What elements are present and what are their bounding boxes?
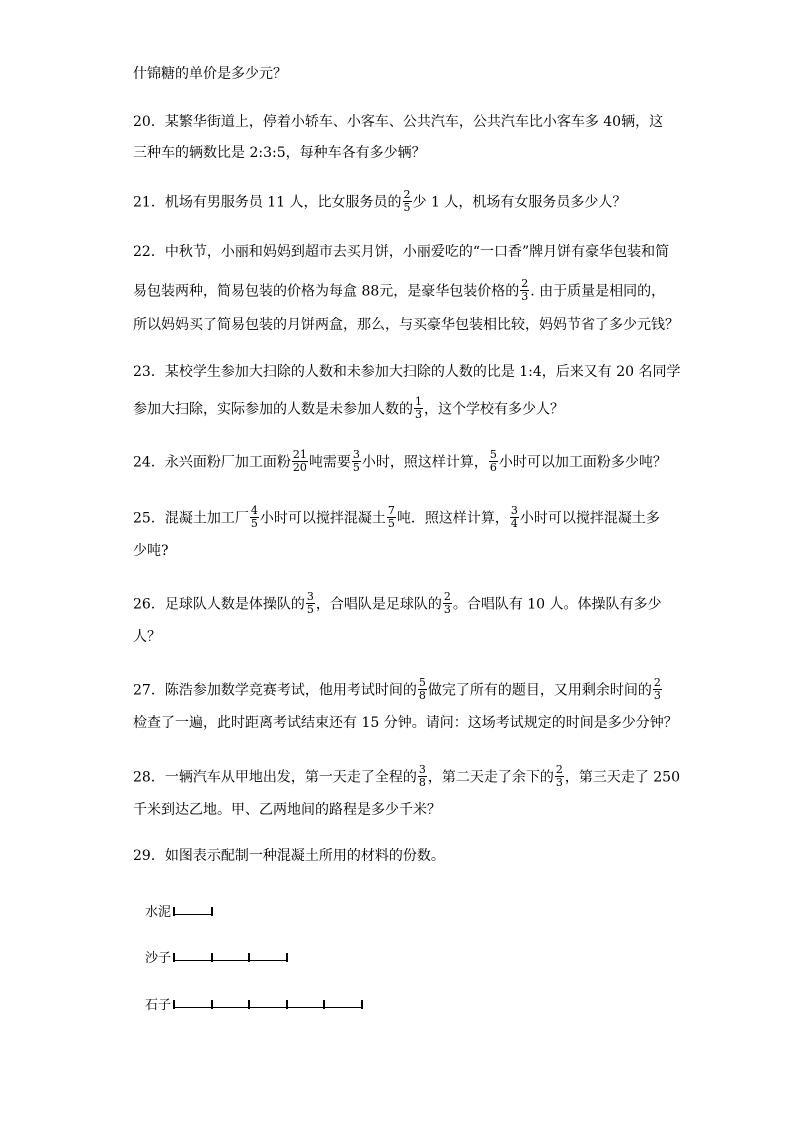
- denominator: 5: [306, 603, 314, 616]
- q26-line-2: 人？: [133, 629, 161, 645]
- segment-tick: [173, 907, 175, 916]
- numerator: 2: [443, 590, 451, 603]
- denominator: 3: [443, 603, 451, 616]
- segment-tick: [286, 953, 288, 962]
- denominator: 4: [510, 517, 518, 530]
- q27-text-a: 27．陈浩参加数学竞赛考试，他用考试时间的: [133, 682, 417, 699]
- q25-text-c: 吨．照这样计算，: [396, 510, 509, 527]
- numerator: 3: [352, 448, 360, 461]
- segment-tick: [173, 1000, 175, 1009]
- cement-label: 水泥: [145, 905, 172, 920]
- q24-text-d: 小时可以加工面粉多少吨？: [498, 454, 667, 471]
- sand-segment-bar: [174, 952, 287, 961]
- segment-tick: [211, 953, 213, 962]
- q25-fraction-b: [387, 505, 396, 530]
- denominator: 3: [653, 689, 661, 702]
- q25-line-2: 少吨?: [133, 543, 169, 559]
- segment-tick: [286, 1000, 288, 1009]
- segment-tick: [173, 953, 175, 962]
- q23-text-b: ，这个学校有多少人？: [424, 401, 564, 418]
- q27-fraction-a: [418, 677, 427, 702]
- segment-tick: [248, 1000, 250, 1009]
- q25-fraction-a: [250, 505, 259, 530]
- q26-fraction-a: [306, 591, 315, 616]
- denominator: 3: [415, 408, 422, 421]
- q28-text-c: ，第三天走了 250: [564, 769, 680, 786]
- q27-text-b: 做完了所有的题目，又用剩余时间的: [427, 682, 652, 699]
- q24-fraction-a: [292, 449, 308, 474]
- q22-line-2: [133, 279, 665, 304]
- q28-text-a: 28．一辆汽车从甲地出发，第一天走了全程的: [133, 769, 417, 786]
- q28-fraction-b: [555, 764, 564, 789]
- q24-text-a: 24．永兴面粉厂加工面粉: [133, 454, 291, 471]
- denominator: 5: [403, 201, 411, 214]
- q25-text-b: 小时可以搅拌混凝土: [259, 510, 386, 527]
- q27-line-1: [133, 678, 663, 703]
- denominator: 5: [387, 517, 395, 530]
- numerator: 7: [387, 504, 395, 517]
- q26-text-a: 26．足球队人数是体操队的: [133, 596, 305, 613]
- q24-line-1: [133, 450, 667, 475]
- denominator: 20: [292, 461, 307, 474]
- q29-line-1: 29．如图表示配制一种混凝土所用的材料的份数。: [133, 848, 445, 864]
- q20-line-1: 20．某繁华街道上，停着小轿车、小客车、公共汽车，公共汽车比小客车多 40辆，这: [133, 114, 664, 130]
- numerator: 5: [489, 448, 497, 461]
- segment-tick: [211, 1000, 213, 1009]
- numerator: 3: [306, 590, 314, 603]
- q25-line-1: [133, 506, 660, 531]
- numerator: 2: [521, 277, 529, 290]
- numerator: 21: [292, 448, 307, 461]
- q21-line-1: [133, 190, 626, 215]
- q21-fraction: [403, 189, 412, 214]
- q24-text-c: 小时，照这样计算，: [361, 454, 488, 471]
- denominator: 6: [489, 461, 497, 474]
- q28-fraction-a: [418, 764, 427, 789]
- q22-line-3: 所以妈妈买了简易包装的月饼两盒，那么，与买豪华包装相比较，妈妈节省了多少元钱？: [133, 317, 679, 333]
- q22-fraction: [520, 278, 529, 303]
- q23-text-a: 参加大扫除，实际参加的人数是未参加人数的: [133, 401, 413, 418]
- q26-fraction-b: [443, 591, 452, 616]
- q21-text-b: 少 1 人，机场有女服务员多少人？: [412, 194, 627, 211]
- numerator: 3: [510, 504, 518, 517]
- q28-line-2: 千米到达乙地。甲、乙两地间的路程是多少千米？: [133, 802, 441, 818]
- q28-line-1: [133, 765, 680, 790]
- q27-fraction-b: [653, 677, 662, 702]
- denominator: 3: [521, 290, 529, 303]
- stone-segment-bar: [174, 999, 362, 1008]
- q21-text-a: 21．机场有男服务员 11 人，比女服务员的: [133, 194, 402, 211]
- q22-text-b: . 由于质量是相同的，: [530, 283, 666, 300]
- segment-tick: [323, 1000, 325, 1009]
- q20-line-2: 三种车的辆数比是 2:3:5，每种车各有多少辆？: [133, 145, 426, 161]
- sand-label: 沙子: [145, 951, 172, 966]
- numerator: 2: [555, 763, 563, 776]
- q23-line-2: [133, 397, 564, 422]
- denominator: 5: [352, 461, 360, 474]
- q23-fraction: [414, 396, 423, 421]
- q25-text-a: 25．混凝土加工厂: [133, 510, 249, 527]
- numerator: 3: [418, 763, 426, 776]
- stone-label: 石子: [145, 998, 172, 1013]
- q28-text-b: ，第二天走了余下的: [427, 769, 554, 786]
- denominator: 5: [250, 517, 258, 530]
- numerator: 4: [250, 504, 258, 517]
- denominator: 3: [555, 776, 563, 789]
- q25-text-d: 小时可以搅拌混凝土多: [519, 510, 660, 527]
- segment-tick: [211, 907, 213, 916]
- q23-line-1: 23．某校学生参加大扫除的人数和未参加大扫除的人数的比是 1:4，后来又有 20 名同学: [133, 364, 681, 380]
- q24-text-b: 吨需要: [308, 454, 351, 471]
- numerator: 2: [403, 188, 411, 201]
- q19-tail: 什锦糖的单价是多少元？: [133, 66, 287, 82]
- q24-fraction-c: [489, 449, 498, 474]
- cement-segment-bar: [174, 906, 212, 915]
- q25-fraction-c: [510, 505, 519, 530]
- q27-line-2: 检查了一遍，此时距离考试结束还有 15 分钟。请问：这场考试规定的时间是多少分钟？: [133, 715, 678, 731]
- q22-line-1: 22．中秋节，小丽和妈妈到超市去买月饼，小丽爱吃的“一口香”牌月饼有豪华包装和简: [133, 244, 670, 260]
- numerator: 2: [653, 676, 661, 689]
- q24-fraction-b: [352, 449, 361, 474]
- denominator: 8: [418, 776, 426, 789]
- numerator: 1: [415, 395, 422, 408]
- q22-text-a: 易包装两种，简易包装的价格为每盒 88元，是豪华包装价格的: [133, 283, 520, 300]
- q26-text-c: 。合唱队有 10 人。体操队有多少: [452, 596, 662, 613]
- q26-line-1: [133, 592, 662, 617]
- q26-text-b: ，合唱队是足球队的: [315, 596, 442, 613]
- numerator: 5: [418, 676, 426, 689]
- segment-tick: [248, 953, 250, 962]
- denominator: 8: [418, 689, 426, 702]
- segment-tick: [361, 1000, 363, 1009]
